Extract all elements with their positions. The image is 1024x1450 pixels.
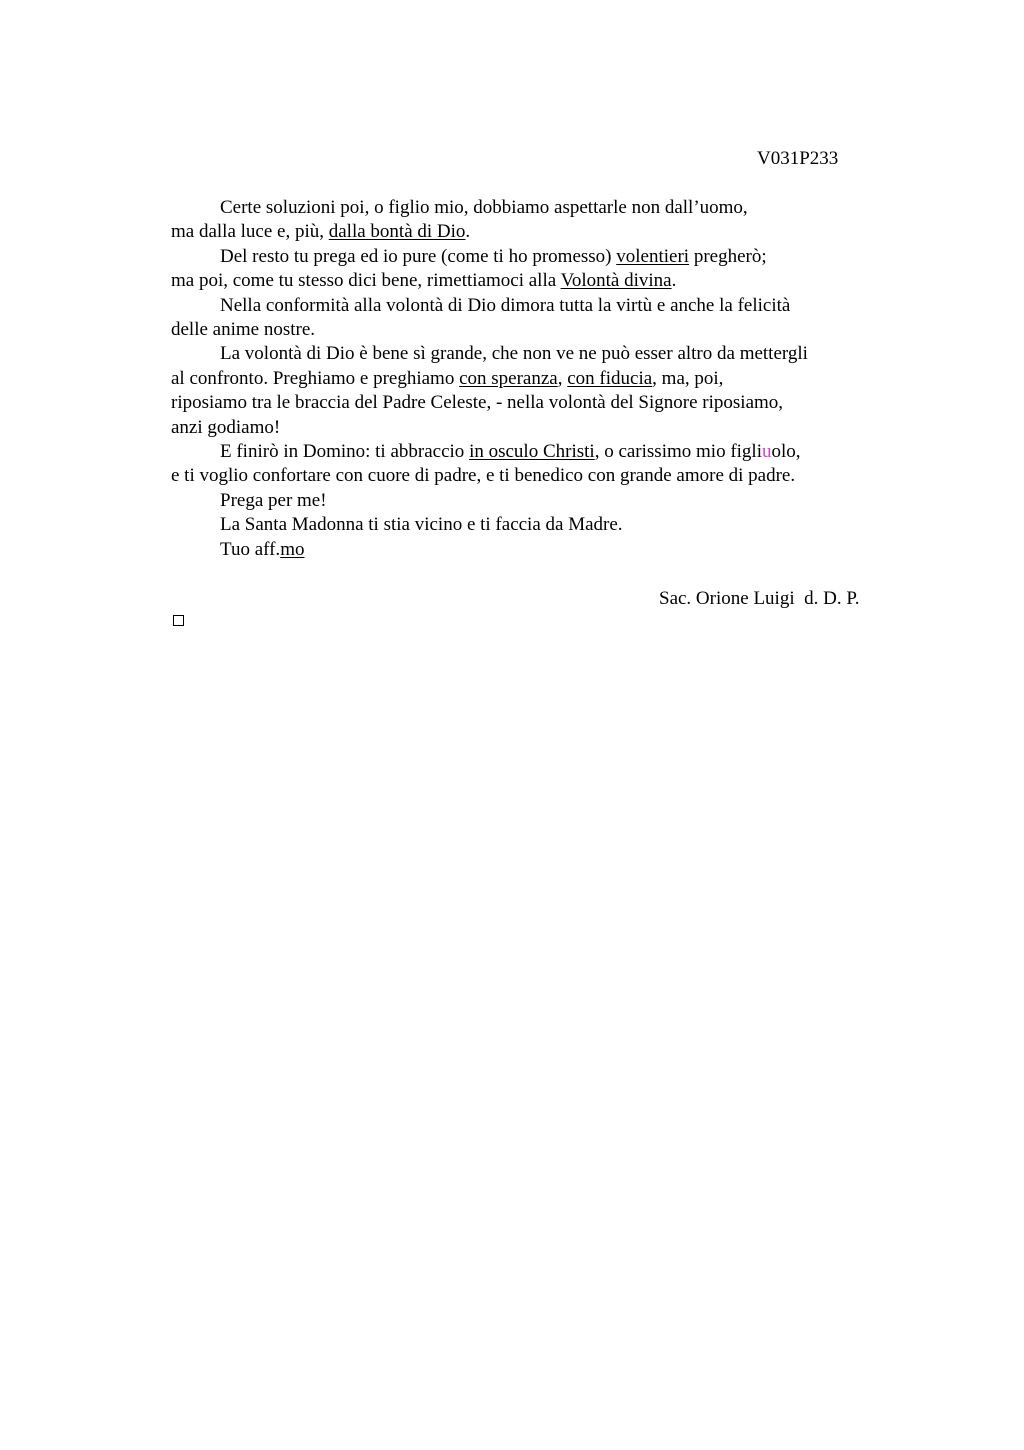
text-line xyxy=(122,367,871,391)
text-line: Certe soluzioni poi, o figlio mio, dobbiamo aspettarle non dall’uomo, xyxy=(220,197,748,218)
paragraph-1 xyxy=(171,196,871,245)
text-fragment: . xyxy=(671,270,677,292)
paragraph-2 xyxy=(171,245,871,294)
text-fragment: , xyxy=(557,367,568,389)
text-line xyxy=(220,441,801,462)
letter-body xyxy=(171,196,871,562)
paragraph-8 xyxy=(171,538,871,562)
signature: Sac. Orione Luigi d. D. P. xyxy=(659,588,860,609)
paragraph-6: Prega per me! xyxy=(220,489,327,511)
text-fragment: E finirò in Domino: ti abbraccio xyxy=(220,441,470,463)
text-fragment: . xyxy=(465,221,471,243)
text-fragment: , o carissimo mio figli xyxy=(594,441,762,463)
underlined-text: con fiducia xyxy=(567,367,653,389)
text-fragment: , ma, poi, xyxy=(652,367,724,389)
text-line: e ti voglio confortare con cuore di padre, e ti benedico con grande amore di padre. xyxy=(171,465,796,487)
underlined-text: con speranza xyxy=(459,367,558,389)
paragraph-4 xyxy=(171,342,871,440)
paragraph-3 xyxy=(171,294,871,343)
text-fragment: ma dalla luce e, più, xyxy=(171,221,329,243)
text-fragment: olo, xyxy=(771,441,801,463)
text-fragment: Tuo aff. xyxy=(220,538,281,560)
text-line xyxy=(220,246,767,267)
text-line: riposiamo tra le braccia del Padre Celeste, - nella volontà del Signore riposiamo, xyxy=(171,392,784,414)
text-line xyxy=(122,269,871,293)
page-code: V031P233 xyxy=(757,148,839,169)
text-line: Nella conformità alla volontà di Dio dimora tutta la virtù e anche la felicità xyxy=(220,294,791,316)
paragraph-5 xyxy=(171,440,871,489)
underlined-text: mo xyxy=(280,538,305,560)
text-fragment: Del resto tu prega ed io pure (come ti ho promesso) xyxy=(220,245,617,267)
text-fragment: ma poi, come tu stesso dici bene, rimettiamoci alla xyxy=(171,270,561,292)
text-line xyxy=(122,220,871,244)
text-line: delle anime nostre. xyxy=(171,319,316,341)
underlined-text: Volontà divina xyxy=(560,270,672,292)
text-line: La volontà di Dio è bene sì grande, che non ve ne può esser altro da mettergli xyxy=(220,343,808,365)
underlined-text: dalla bontà di Dio xyxy=(328,221,466,243)
underlined-text: volentieri xyxy=(616,245,690,267)
text-fragment: pregherò; xyxy=(689,245,767,267)
text-line: anzi godiamo! xyxy=(171,416,281,438)
checkbox-square-icon xyxy=(173,615,184,626)
underlined-text: in osculo Christi xyxy=(469,441,595,463)
paragraph-7: La Santa Madonna ti stia vicino e ti faccia da Madre. xyxy=(220,514,623,536)
text-fragment: al confronto. Preghiamo e preghiamo xyxy=(171,367,460,389)
highlighted-letter: u xyxy=(761,441,772,463)
